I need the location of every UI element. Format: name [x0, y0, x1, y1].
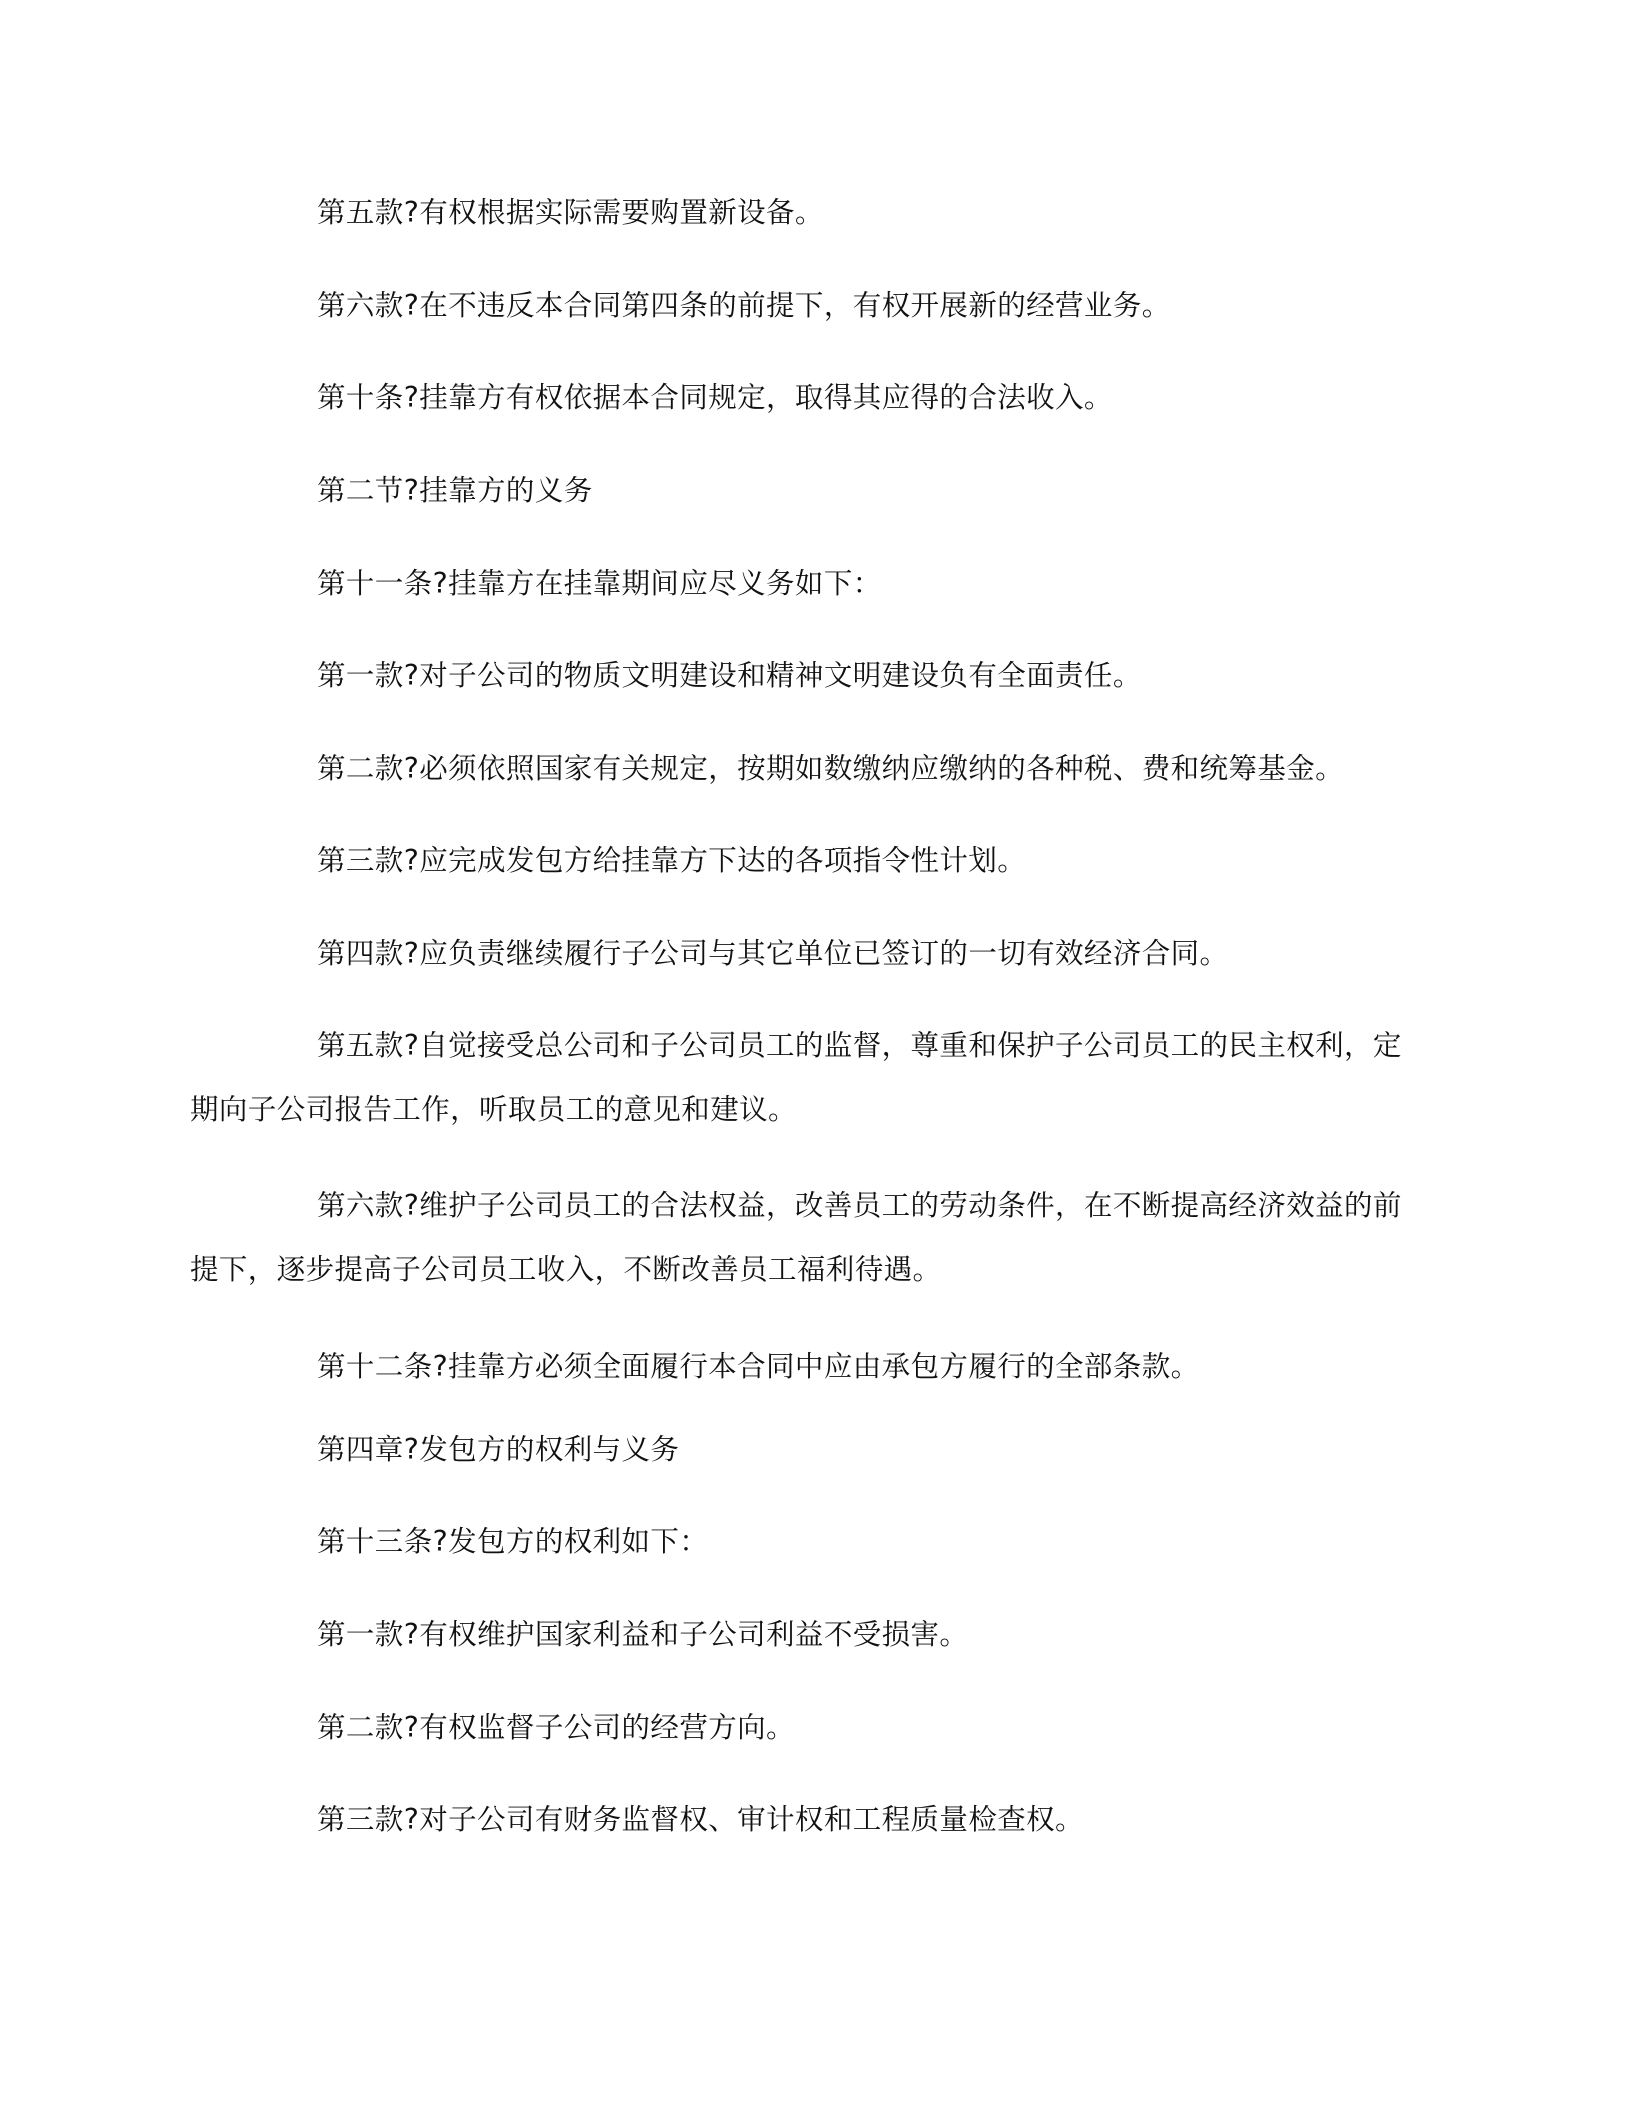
- clause-paragraph: 第六款?在不违反本合同第四条的前提下，有权开展新的经营业务。: [317, 289, 1171, 322]
- clause-paragraph: 第二款?必须依照国家有关规定，按期如数缴纳应缴纳的各种税、费和统筹基金。: [317, 752, 1345, 785]
- clause-paragraph: 第二款?有权监督子公司的经营方向。: [317, 1711, 795, 1744]
- clause-paragraph: 第五款?自觉接受总公司和子公司员工的监督，尊重和保护子公司员工的民主权利，定期向子公司报告工作，听取员工的意见和建议。: [190, 1029, 1402, 1126]
- section-heading: 第二节?挂靠方的义务: [317, 474, 593, 507]
- clause-paragraph: 第三款?应完成发包方给挂靠方下达的各项指令性计划。: [317, 844, 1027, 877]
- clause-paragraph: 第五款?有权根据实际需要购置新设备。: [317, 196, 824, 229]
- clause-paragraph: 第六款?维护子公司员工的合法权益，改善员工的劳动条件，在不断提高经济效益的前提下，逐步提高子公司员工收入，不断改善员工福利待遇。: [190, 1189, 1402, 1286]
- clause-paragraph: 第一款?有权维护国家利益和子公司利益不受损害。: [317, 1618, 969, 1651]
- clause-paragraph: 第十三条?发包方的权利如下：: [317, 1525, 709, 1558]
- clause-paragraph: 第一款?对子公司的物质文明建设和精神文明建设负有全面责任。: [317, 659, 1142, 692]
- clause-paragraph: 第十条?挂靠方有权依据本合同规定，取得其应得的合法收入。: [317, 381, 1113, 414]
- clause-paragraph: 第四款?应负责继续履行子公司与其它单位已签订的一切有效经济合同。: [317, 937, 1229, 970]
- clause-paragraph: 第十二条?挂靠方必须全面履行本合同中应由承包方履行的全部条款。: [317, 1350, 1200, 1383]
- chapter-heading: 第四章?发包方的权利与义务: [317, 1433, 680, 1466]
- clause-paragraph: 第三款?对子公司有财务监督权、审计权和工程质量检查权。: [317, 1803, 1084, 1836]
- clause-paragraph: 第十一条?挂靠方在挂靠期间应尽义务如下：: [317, 567, 882, 600]
